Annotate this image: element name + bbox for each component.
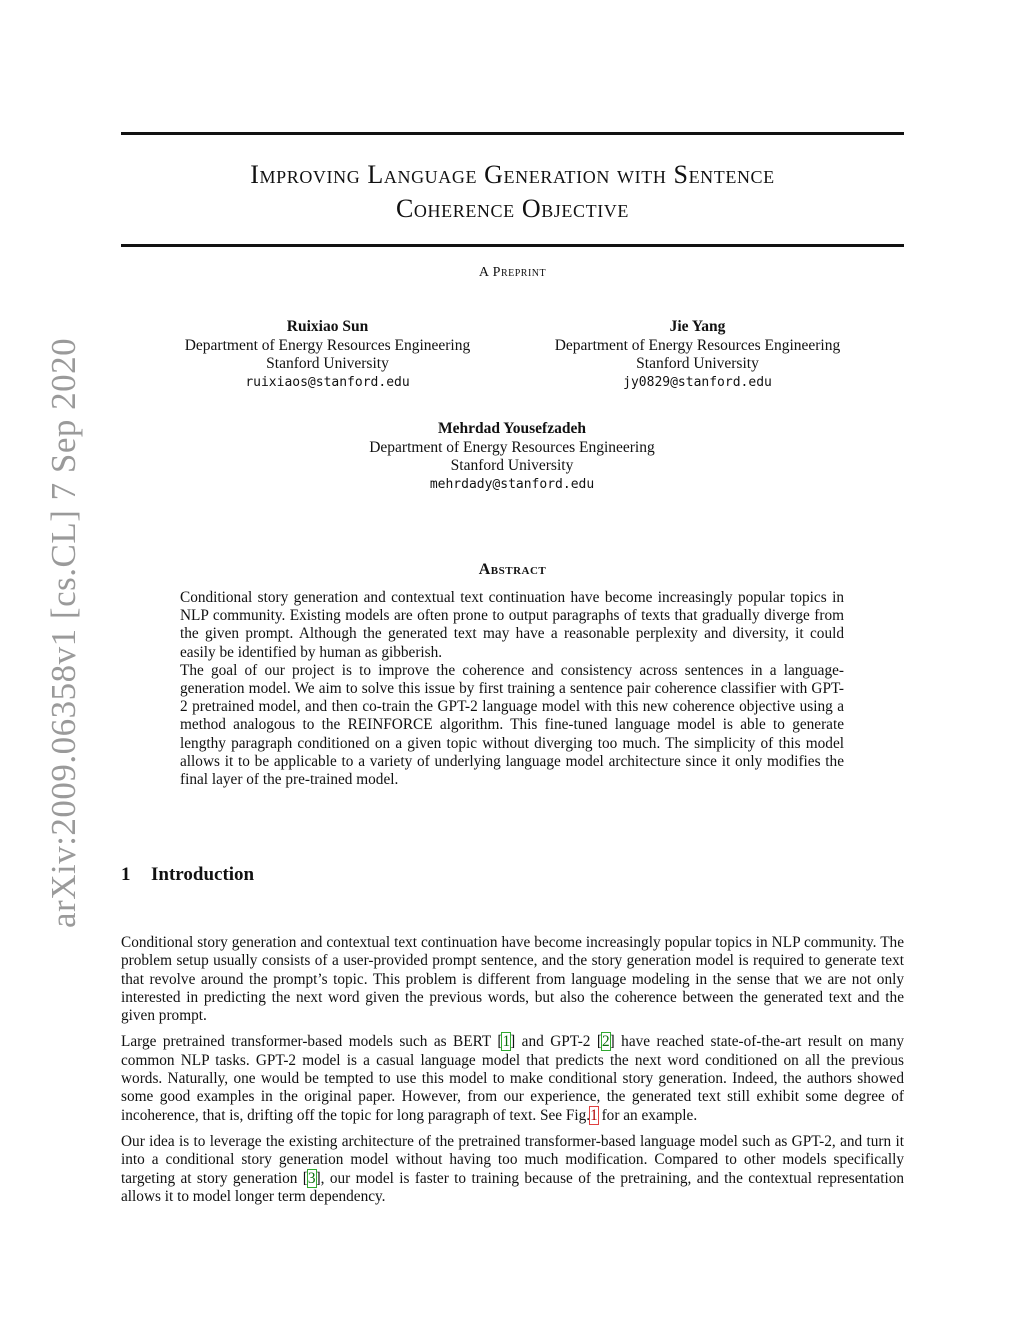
paper-title — [121, 158, 904, 226]
title-bottom-rule — [121, 244, 904, 247]
title-top-rule — [121, 132, 904, 135]
abstract-paragraph-2: The goal of our project is to improve the coherence and consistency across sentences in a language-generation model. We aim to solve this issue by first training a sentence pair coherence classifier with GPT-2 pretrained model, and then co-train the GPT-2 language model with this new coherence objective using a method analogous to the REINFORCE algorithm. This fine-tuned language model is able to generate lengthy paragraph conditioned on a given topic without diverging too much. The simplicity of this model allows it to be applicable to a variety of underlying language model architecture since it only modifies the final layer of the pre-trained model. — [180, 661, 844, 789]
title-line-1: Improving Language Generation with Sentence — [250, 160, 775, 189]
author-department: Department of Energy Resources Engineering — [554, 336, 841, 354]
author-email[interactable]: jy0829@stanford.edu — [623, 374, 772, 390]
author-email[interactable]: mehrdady@stanford.edu — [429, 476, 595, 492]
author-block-1 — [160, 318, 495, 392]
section-number: 1 — [121, 864, 131, 885]
abstract-body — [180, 589, 844, 789]
arxiv-stamp: arXiv:2009.06358v1 [cs.CL] 7 Sep 2020 — [44, 337, 83, 928]
author-name: Ruixiao Sun — [286, 318, 369, 335]
intro-p3-text: ], our model is faster to training because of the pretraining, and the contextual representation allows it to model longer term dependency. — [121, 1169, 904, 1205]
citation-link-3[interactable]: 3 — [307, 1169, 316, 1187]
abstract-heading: Abstract — [478, 561, 547, 578]
intro-p2-text: Large pretrained transformer-based models such as BERT [ — [121, 1033, 503, 1051]
introduction-body — [121, 934, 904, 1214]
intro-p2-text: ] have reached state-of-the-art result on many common NLP tasks. GPT-2 model is a casual language model that predicts the next word conditioned on all the previous words. Naturally, one would be tempted to use this model to make conditional story generation. Indeed, the authors showed some good examples in the original paper. However, from our experience, the generated text still exhibit some degree of incoherence, that is, drifting off the topic for long paragraph of text. See Fig. — [121, 1033, 904, 1124]
author-university: Stanford University — [636, 355, 759, 372]
preprint-label: A Preprint — [478, 265, 547, 280]
intro-p2-text: ] and GPT-2 [ — [510, 1033, 602, 1051]
intro-paragraph-3 — [121, 1133, 904, 1206]
citation-link-1[interactable]: 1 — [502, 1033, 511, 1051]
section-title: Introduction — [151, 864, 255, 885]
author-university: Stanford University — [450, 457, 574, 474]
author-department: Department of Energy Resources Engineering — [184, 336, 471, 354]
intro-p3-text: Our idea is to leverage the existing architecture of the pretrained transformer-based language model such as GPT-2, and turn it into a conditional story generation model without having too much modification. Compared to other models specifically targeting at story generation [ — [121, 1132, 904, 1187]
author-email[interactable]: ruixiaos@stanford.edu — [245, 374, 410, 390]
abstract-paragraph-1: Conditional story generation and contextual text continuation have become increasingly popular topics in NLP community. Existing models are often prone to output paragraphs of texts that gradually diverge from the given prompt. Although the generated text may have a reasonable perplexity and diversity, it could easily be identified by human as gibberish. — [180, 589, 844, 661]
intro-paragraph-1: Conditional story generation and contextual text continuation have become increasingly popular topics in NLP community. The problem setup usually consists of a user-provided prompt sentence, and the story generation model is required to generate text that revolve around the prompt’s topic. This problem is different from language modeling in the sense that we are not only interested in predicting the next word given the previous words, but also the coherence between the generated text and the given prompt. — [121, 934, 904, 1025]
title-line-2: Coherence Objective — [395, 194, 629, 223]
intro-paragraph-2 — [121, 1033, 904, 1124]
figure-reference-link[interactable]: 1 — [590, 1106, 598, 1124]
author-name: Mehrdad Yousefzadeh — [438, 420, 586, 437]
author-block-3 — [344, 420, 680, 494]
author-block-2 — [530, 318, 865, 392]
intro-p2-text: for an example. — [597, 1106, 698, 1124]
author-name: Jie Yang — [669, 318, 726, 335]
citation-link-2[interactable]: 2 — [601, 1033, 610, 1051]
section-heading-introduction — [121, 864, 254, 886]
author-department: Department of Energy Resources Engineering — [369, 438, 655, 456]
author-university: Stanford University — [266, 355, 389, 372]
